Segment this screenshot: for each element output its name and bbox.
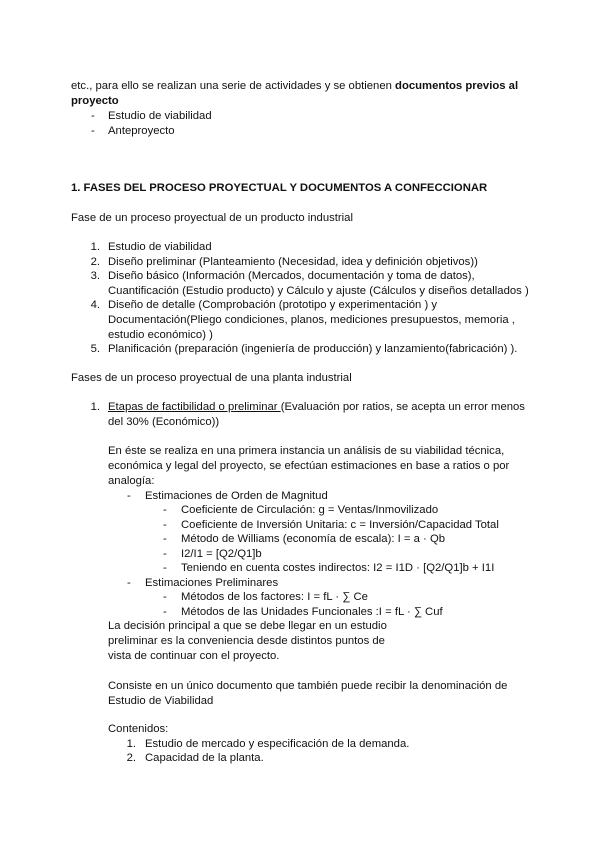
list-dash: - [163, 533, 167, 545]
list-dash: - [91, 110, 95, 122]
list-number: 1. [90, 401, 100, 413]
list-dash: - [91, 125, 95, 137]
plant-item-1-line-2: del 30% (Económico)) [108, 416, 220, 428]
list-dash: - [163, 591, 167, 603]
orden-magnitud-item: I2/I1 = [Q2/Q1]b [181, 548, 262, 560]
plant-item-1-line-1 [108, 400, 525, 415]
contenidos-item: Estudio de mercado y especificación de la demanda. [145, 738, 410, 750]
product-item-3-line-1: Diseño básico (Información (Mercados, documentación y toma de datos), [108, 270, 475, 282]
plant-subtitle: Fases de un proceso proyectual de una planta industrial [71, 372, 352, 384]
intro-line-2: proyecto [71, 95, 119, 107]
list-number: 1. [126, 738, 136, 750]
preliminares-label: Estimaciones Preliminares [145, 577, 279, 589]
list-number: 4. [90, 299, 100, 311]
list-dash: - [163, 504, 167, 516]
decision-line: preliminar es la conveniencia desde distintos puntos de [108, 635, 385, 647]
list-number: 3. [90, 270, 100, 282]
contenidos-item: Capacidad de la planta. [145, 752, 264, 764]
list-dash: - [163, 606, 167, 618]
paragraph-line: económica y legal del proyecto, se efectúan estimaciones en base a ratios o por [108, 460, 510, 472]
consiste-line: Estudio de Viabilidad [108, 695, 214, 707]
section-heading: 1. FASES DEL PROCESO PROYECTUAL Y DOCUMENTOS A CONFECCIONAR [71, 182, 488, 194]
product-item-4-line-2: Documentación(Pliego condiciones, planos, mediciones presupuestos, memoria , [108, 314, 515, 326]
list-dash: - [163, 519, 167, 531]
list-dash: - [127, 577, 131, 589]
orden-magnitud-item: Coeficiente de Circulación: g = Ventas/Inmovilizado [181, 504, 439, 516]
list-number: 5. [90, 343, 100, 355]
contenidos-label: Contenidos: [108, 723, 169, 735]
orden-magnitud-label: Estimaciones de Orden de Magnitud [145, 490, 328, 502]
orden-magnitud-item: Método de Williams (economía de escala): I = a · Qb [181, 533, 446, 545]
product-item-1: Estudio de viabilidad [108, 241, 212, 253]
product-item-3-line-2: Cuantificación (Estudio producto) y Cálculo y ajuste (Cálculos y diseños detallados ) [108, 285, 529, 297]
orden-magnitud-item: Teniendo en cuenta costes indirectos: I2 = I1D · [Q2/Q1]b + I1I [181, 562, 495, 574]
list-number: 1. [90, 241, 100, 253]
intro-text: etc., para ello se realizan una serie de actividades y se obtienen [71, 80, 396, 92]
intro-bold-text: documentos previos al [395, 80, 519, 92]
intro-line-1 [71, 79, 518, 94]
plant-item-1-rest: (Evaluación por ratios, se acepta un error menos [280, 401, 525, 413]
list-dash: - [163, 548, 167, 560]
product-item-5: Planificación (preparación (ingeniería de producción) y lanzamiento(fabricación) ). [108, 343, 518, 355]
product-subtitle: Fase de un proceso proyectual de un producto industrial [71, 212, 353, 224]
product-item-2: Diseño preliminar (Planteamiento (Necesidad, idea y definición objetivos)) [108, 256, 478, 268]
intro-item-1: Estudio de viabilidad [108, 110, 212, 122]
list-number: 2. [126, 752, 136, 764]
list-number: 2. [90, 256, 100, 268]
preliminares-item: Métodos de las Unidades Funcionales :I = fL · ∑ Cuf [181, 606, 443, 618]
plant-item-1-underlined: Etapas de factibilidad o preliminar [108, 401, 281, 413]
product-item-4-line-3: estudio económico) ) [108, 329, 213, 341]
orden-magnitud-item: Coeficiente de Inversión Unitaria: c = Inversión/Capacidad Total [181, 519, 499, 531]
paragraph-line: En éste se realiza en una primera instancia un análisis de su viabilidad técnica, [108, 445, 505, 457]
decision-line: vista de continuar con el proyecto. [108, 650, 280, 662]
list-dash: - [127, 490, 131, 502]
list-dash: - [163, 562, 167, 574]
intro-item-2: Anteproyecto [108, 125, 175, 137]
preliminares-item: Métodos de los factores: I = fL · ∑ Ce [181, 591, 368, 603]
decision-line: La decisión principal a que se debe llegar en un estudio [108, 620, 387, 632]
paragraph-line: analogía: [108, 475, 155, 487]
product-item-4-line-1: Diseño de detalle (Comprobación (prototipo y experimentación ) y [108, 299, 438, 311]
consiste-line: Consiste en un único documento que también puede recibir la denominación de [108, 680, 508, 692]
